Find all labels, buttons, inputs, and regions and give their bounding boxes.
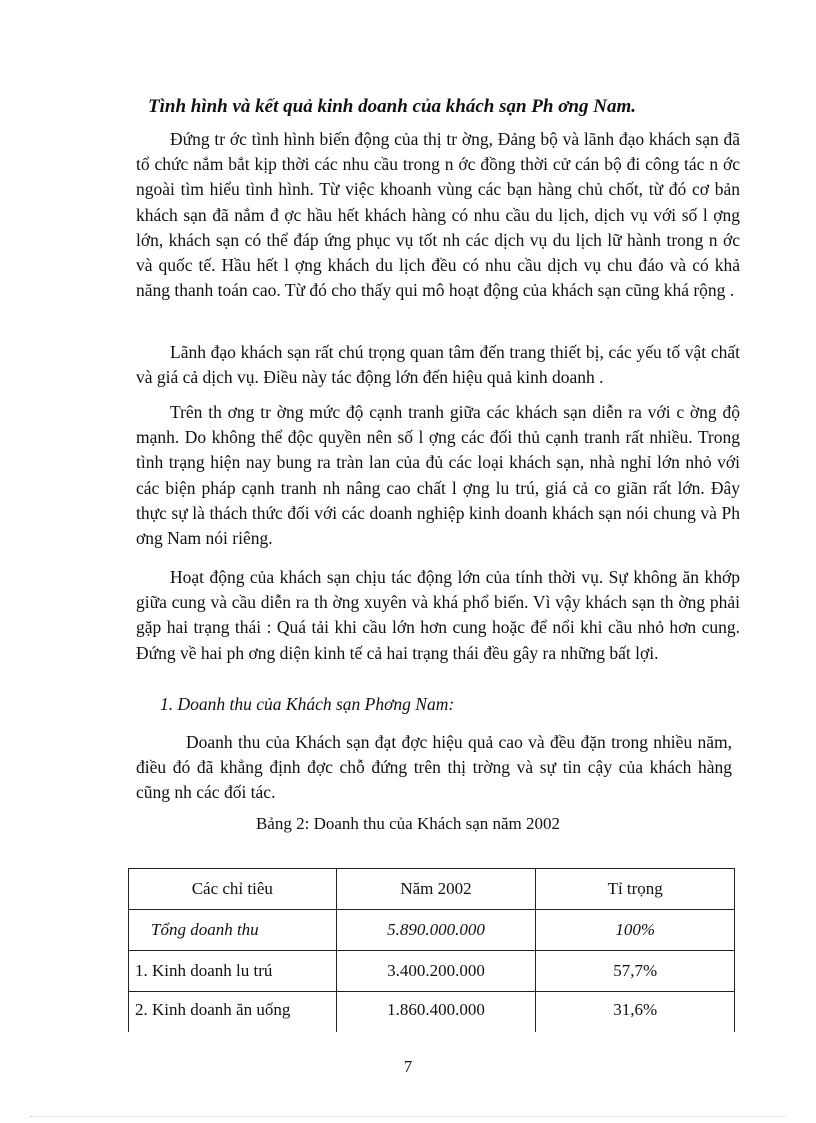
table-cell-label: 2. Kinh doanh ăn uống xyxy=(129,992,337,1033)
table-header-cell: Năm 2002 xyxy=(336,869,536,910)
table-cell-value: 3.400.200.000 xyxy=(336,951,536,992)
table-cell-value: 1.860.400.000 xyxy=(336,992,536,1033)
paragraph-competition: Trên th ơng tr ờng mức độ cạnh tranh giữa các khách sạn diễn ra với c ờng độ mạnh. Do không thể độc quyền nên số l ợng các đối thủ cạnh tranh rất nhiều. Trong tình trạng hiện nay bung ra tràn lan của đủ các loại khách sạn, nhà nghỉ lớn nhỏ với các biện pháp cạnh tranh nh nâng cao chất l ợng lu trú, giá cả co giãn rất lớn. Đây thực sự là thách thức đối với các doanh nghiệp kinh doanh khách sạn nói chung và Ph ơng Nam nói riêng. xyxy=(136,402,740,549)
table-row xyxy=(129,951,735,992)
paragraph-market-situation: Đứng tr ớc tình hình biến động của thị tr ờng, Đảng bộ và lãnh đạo khách sạn đã tổ chức nắm bắt kịp thời các nhu cầu trong n ớc đồng thời cử cán bộ đi công tác n ớc ngoài tìm hiểu tình hình. Từ việc khoanh vùng các bạn hàng chủ chốt, từ đó cơ bản khách sạn đã nắm đ ợc hầu hết khách hàng có nhu cầu du lịch, dịch vụ với số l ợng lớn, khách sạn có thể đáp ứng phục vụ tốt nh các dịch vụ du lịch lữ hành trong n ớc và quốc tế. Hầu hết l ợng khách du lịch đều có nhu cầu dịch vụ chu đáo và có khả năng thanh toán cao. Từ đó cho thấy qui mô hoạt động của khách sạn cũng khá rộng . xyxy=(136,129,740,301)
table-header-cell: Các chỉ tiêu xyxy=(129,869,337,910)
table-header-cell: Tỉ trọng xyxy=(536,869,735,910)
table-cell-label: Tổng doanh thu xyxy=(129,910,337,951)
table-cell-share: 31,6% xyxy=(536,992,735,1033)
table-row xyxy=(129,910,735,951)
table-header-row xyxy=(129,869,735,910)
paragraph-seasonality: Hoạt động của khách sạn chịu tác động lớn của tính thời vụ. Sự không ăn khớp giữa cung và cầu diễn ra th ờng xuyên và khá phổ biến. Vì vậy khách sạn th ờng phải gặp hai trạng thái : Quá tải khi cầu lớn hơn cung hoặc để nổi khi cầu nhỏ hơn cung. Đứng về hai ph ơng diện kinh tế cả hai trạng thái đều gây ra những bất lợi. xyxy=(136,567,740,663)
table-row xyxy=(129,992,735,1033)
table-cell-share: 57,7% xyxy=(536,951,735,992)
table-cell-value: 5.890.000.000 xyxy=(336,910,536,951)
table-cell-label: 1. Kinh doanh lu trú xyxy=(129,951,337,992)
table-caption: Bảng 2: Doanh thu của Khách sạn năm 2002 xyxy=(255,814,561,833)
paragraph-revenue: Doanh thu của Khách sạn đạt đợc hiệu quả cao và đều đặn trong nhiều năm, điều đó đã khẳng định đợc chỗ đứng trên thị trờng và sự tin cậy của khách hàng cũng nh các đối tác. xyxy=(136,732,732,803)
paragraph-management-focus: Lãnh đạo khách sạn rất chú trọng quan tâm đến trang thiết bị, các yếu tố vật chất và giá cả dịch vụ. Điều này tác động lớn đến hiệu quả kinh doanh . xyxy=(136,342,740,388)
revenue-table xyxy=(128,868,735,1032)
table-cell-share: 100% xyxy=(536,910,735,951)
page-number: 7 xyxy=(403,1057,413,1076)
footer-divider xyxy=(30,1116,786,1117)
section-title-revenue: 1. Doanh thu của Khách sạn Phơng Nam: xyxy=(160,694,455,714)
document-heading: Tình hình và kết quả kinh doanh của khách sạn Ph ơng Nam. xyxy=(148,96,636,117)
